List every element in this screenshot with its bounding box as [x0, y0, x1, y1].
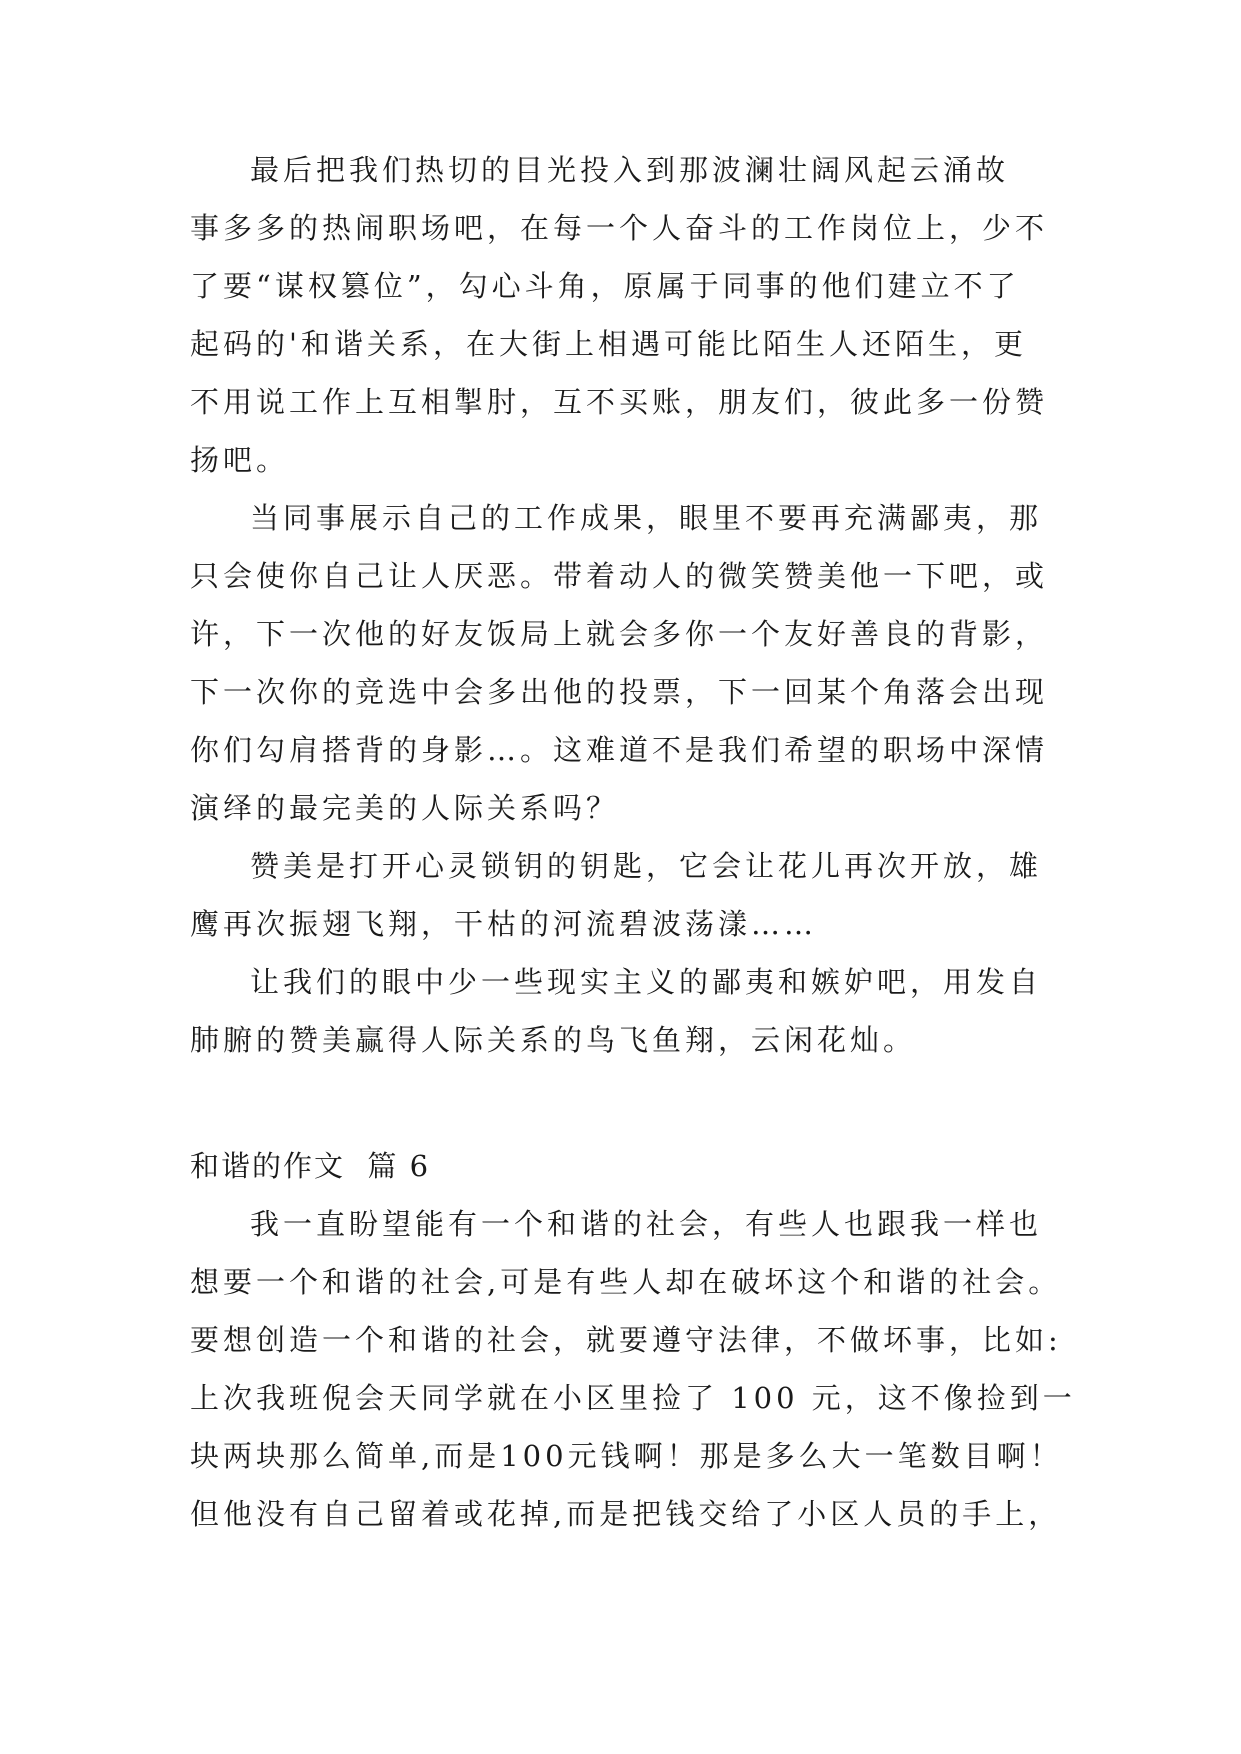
paragraph-1-line-5: 不用说工作上互相掣肘，互不买账，朋友们，彼此多一份赞: [190, 385, 1049, 419]
section-heading: 和谐的作文 篇 6: [190, 1149, 431, 1183]
paragraph-2-line-4: 下一次你的竞选中会多出他的投票，下一回某个角落会出现: [190, 675, 1049, 709]
paragraph-5-line-6: 但他没有自己留着或花掉,而是把钱交给了小区人员的手上，: [190, 1497, 1062, 1531]
paragraph-1-line-4: 起码的'和谐关系，在大街上相遇可能比陌生人还陌生，更: [190, 327, 1027, 361]
paragraph-2-line-5: 你们勾肩搭背的身影…。这难道不是我们希望的职场中深情: [190, 733, 1049, 767]
paragraph-2-line-1: 当同事展示自己的工作成果，眼里不要再充满鄙夷，那: [250, 501, 1043, 535]
paragraph-3-line-2: 鹰再次振翅飞翔，干枯的河流碧波荡漾……: [190, 907, 818, 941]
paragraph-2-line-6: 演绎的最完美的人际关系吗？: [190, 791, 620, 825]
paragraph-3-line-1: 赞美是打开心灵锁钥的钥匙，它会让花儿再次开放，雄: [250, 849, 1043, 883]
paragraph-1-line-2: 事多多的热闹职场吧，在每一个人奋斗的工作岗位上，少不: [190, 211, 1049, 245]
paragraph-5-line-4: 上次我班倪会天同学就在小区里捡了 100 元，这不像捡到一: [190, 1381, 1076, 1415]
paragraph-5-line-1: 我一直盼望能有一个和谐的社会，有些人也跟我一样也: [250, 1207, 1043, 1241]
paragraph-1-line-1: 最后把我们热切的目光投入到那波澜壮阔风起云涌故: [250, 153, 1010, 187]
paragraph-5-line-3: 要想创造一个和谐的社会，就要遵守法律，不做坏事，比如:: [190, 1323, 1062, 1357]
paragraph-2-line-2: 只会使你自己让人厌恶。带着动人的微笑赞美他一下吧，或: [190, 559, 1049, 593]
paragraph-2-line-3: 许，下一次他的好友饭局上就会多你一个友好善良的背影，: [190, 617, 1049, 651]
paragraph-4-line-2: 肺腑的赞美赢得人际关系的鸟飞鱼翔，云闲花灿。: [190, 1023, 917, 1057]
paragraph-1-line-6: 扬吧。: [190, 443, 290, 477]
paragraph-5-line-2: 想要一个和谐的社会,可是有些人却在破坏这个和谐的社会。: [190, 1265, 1062, 1299]
paragraph-5-line-5: 块两块那么简单,而是100元钱啊！那是多么大一笔数目啊！: [190, 1439, 1063, 1473]
paragraph-1-line-3: 了要“谋权篡位”，勾心斗角，原属于同事的他们建立不了: [190, 269, 1020, 303]
paragraph-4-line-1: 让我们的眼中少一些现实主义的鄙夷和嫉妒吧，用发自: [250, 965, 1043, 999]
